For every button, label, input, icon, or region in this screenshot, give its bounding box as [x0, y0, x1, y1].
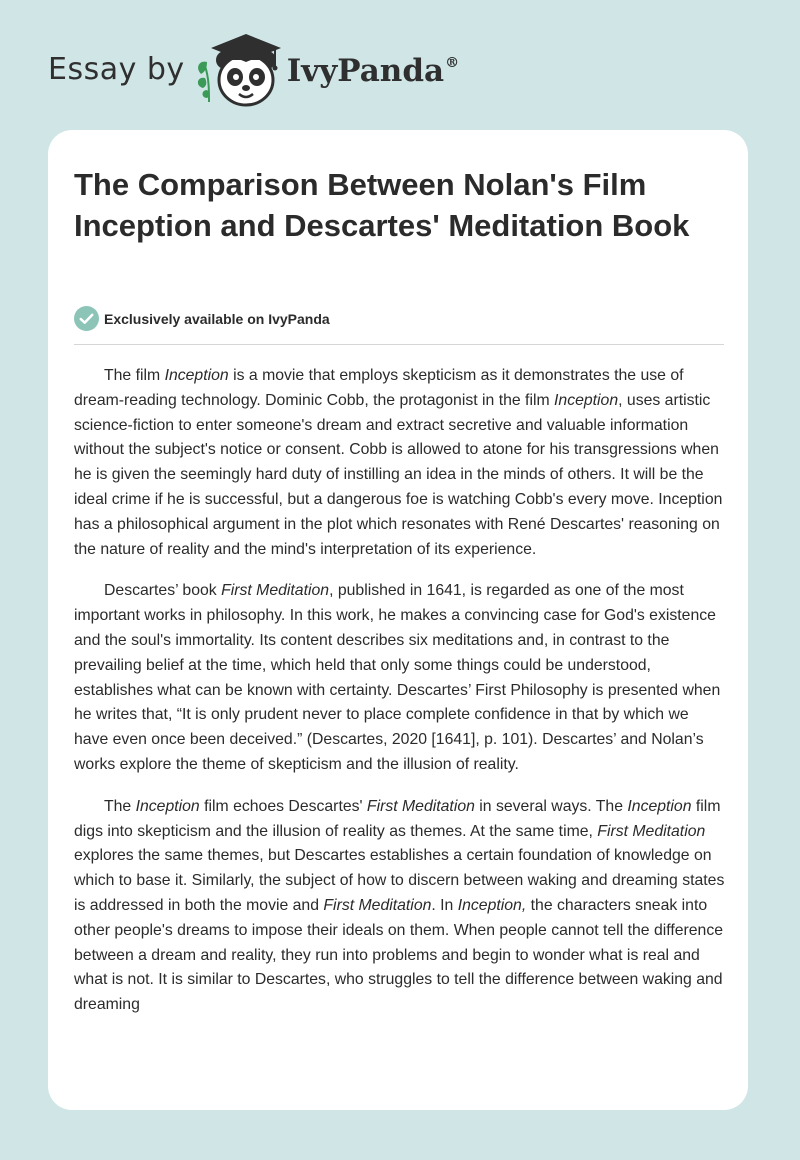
italic-title: First Meditation	[366, 797, 475, 815]
essay-body	[74, 364, 726, 1035]
site-header	[48, 32, 459, 112]
italic-title: First Meditation	[221, 582, 330, 600]
exclusive-badge	[74, 306, 330, 331]
italic-title: First Meditation	[597, 822, 706, 840]
italic-title: Inception	[135, 797, 200, 815]
italic-title: Inception	[627, 797, 692, 815]
paragraph: Descartes’ book First Meditation, published in 1641, is regarded as one of the most important works in philosophy. In this work, he makes a convincing case for God's existence and the soul's immortality. Its content describes six meditations and, in contrast to the prevailing belief at the time, which held that only some things could be understood, establishes what can be known with certainty. Descartes’ First Philosophy is presented when he writes that, “It is only prudent never to place complete confidence in that by which we have even once been deceived.” (Descartes, 2020 [1641], p. 101). Descartes’ and Nolan’s works explore the theme of skepticism and the illusion of reality.	[74, 582, 721, 773]
brand-name[interactable]	[287, 53, 459, 89]
italic-title: First Meditation	[323, 896, 432, 914]
check-circle-icon	[74, 306, 99, 331]
essay-title: The Comparison Between Nolan's Film Inception and Descartes' Meditation Book	[74, 167, 690, 243]
italic-title: Inception	[554, 391, 619, 409]
divider	[74, 344, 724, 345]
italic-title: Inception	[164, 367, 229, 384]
brand-name-text: IvyPanda	[286, 53, 445, 89]
italic-title: Inception,	[457, 896, 527, 914]
registered-mark: ®	[445, 55, 460, 71]
panda-logo-icon[interactable]	[195, 32, 291, 112]
essay-card	[48, 130, 748, 1110]
paragraph: The film Inception is a movie that employs skepticism as it demonstrates the use of dream-reading technology. Dominic Cobb, the protagonist in the film Inception, uses artistic science-fiction to enter someone's dream and extract secretive and valuable information without the subject's notice or consent. Cobb is allowed to atone for his transgressions when he is given the seemingly hard duty of instilling an idea in the minds of others. It will be the ideal crime if he is successful, but a dangerous foe is watching Cobb's every move. Inception has a philosophical argument in the plot which resonates with René Descartes' reasoning on the nature of reality and the mind's interpretation of its experience.	[74, 367, 723, 558]
paragraph: The Inception film echoes Descartes' First Meditation in several ways. The Inception film digs into skepticism and the illusion of reality as themes. At the same time, First Meditation explores the same themes, but Descartes establishes a certain foundation of knowledge on which to base it. Similarly, the subject of how to discern between waking and dreaming states is addressed in both the movie and First Meditation. In Inception, the characters sneak into other people's dreams to impose their ideals on them. When people cannot tell the difference between a dream and reality, they run into problems and begin to wonder what is real and what is not. It is similar to Descartes, who struggles to tell the difference between waking and dreaming	[74, 797, 725, 1014]
exclusive-badge-text: Exclusively available on IvyPanda	[104, 310, 330, 327]
essay-by-label: Essay by	[48, 51, 185, 87]
